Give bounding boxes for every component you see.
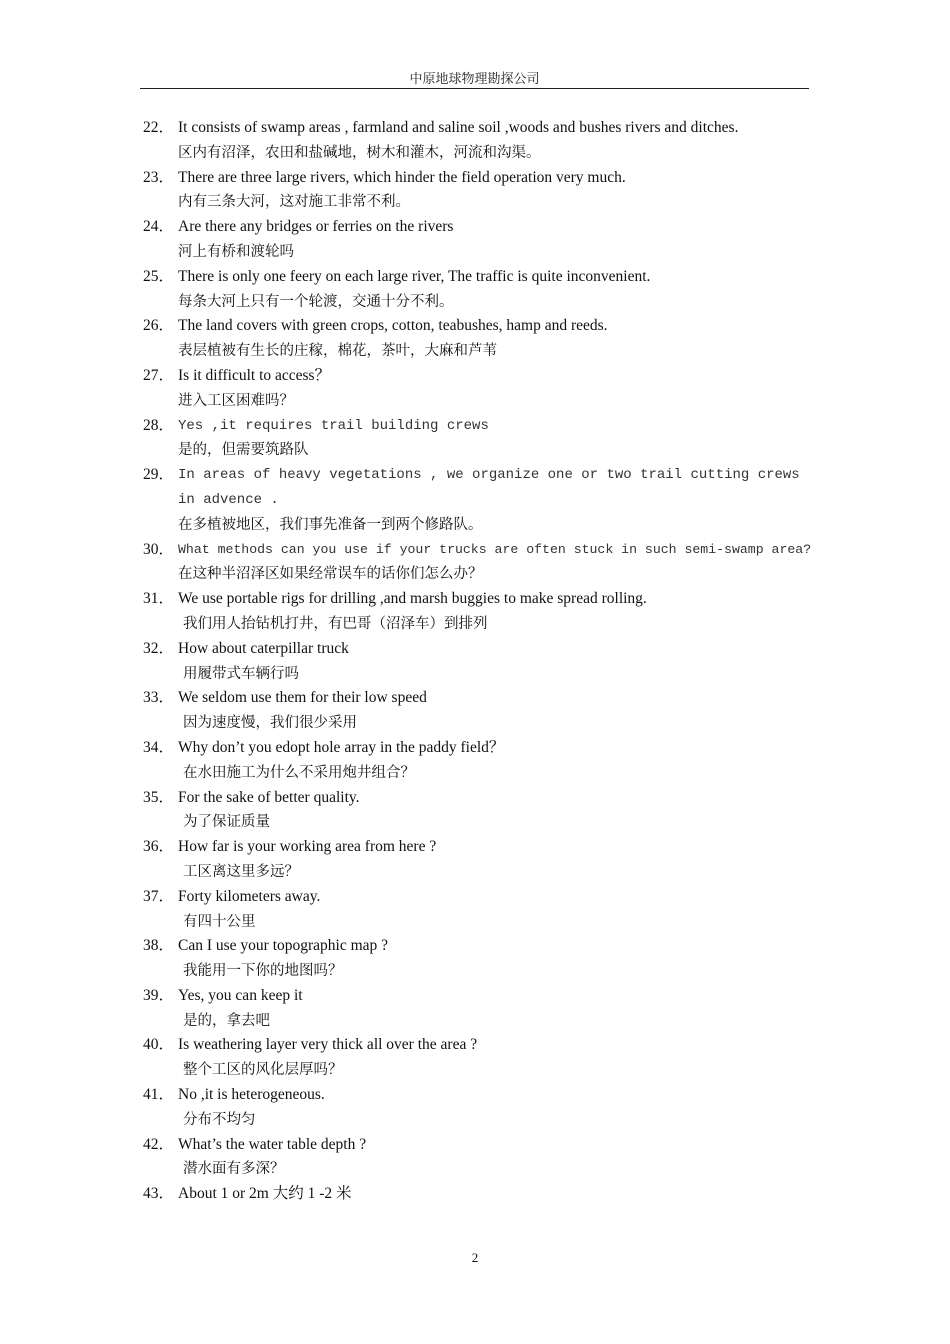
chinese-text: 是的，但需要筑路队 (178, 442, 309, 459)
list-item (143, 314, 811, 364)
english-text: We use portable rigs for drilling ,and marsh buggies to make spread rolling. (178, 590, 647, 608)
phrase-list (143, 116, 811, 1207)
item-number: 43． (143, 1185, 175, 1203)
item-number: 24． (143, 218, 175, 236)
item-number: 42． (143, 1135, 175, 1153)
english-text: No ,it is heterogeneous. (178, 1086, 325, 1104)
item-number: 34． (143, 738, 175, 756)
list-item (143, 786, 811, 836)
list-item (143, 414, 811, 464)
english-text: Can I use your topographic map ? (178, 937, 389, 955)
chinese-text: 工区离这里多远？ (183, 863, 299, 880)
chinese-text: 我们用人抬钻机打井，有巴哥（沼泽车）到排列 (183, 615, 488, 632)
list-item (143, 637, 811, 687)
list-item (143, 538, 811, 588)
item-number: 41． (143, 1086, 175, 1104)
item-number: 26． (143, 317, 175, 335)
list-item (143, 1083, 811, 1133)
chinese-text: 整个工区的风化层厚吗？ (183, 1062, 343, 1079)
chinese-text: 河上有桥和渡轮吗 (178, 243, 294, 260)
chinese-text: 每条大河上只有一个轮渡，交通十分不利。 (178, 293, 454, 310)
list-item (143, 587, 811, 637)
english-text: There are three large rivers, which hinder the field operation very much. (178, 168, 626, 186)
english-text: Why don’t you edopt hole array in the paddy field？ (178, 738, 505, 756)
list-item (143, 116, 811, 166)
chinese-text: 在这种半沼泽区如果经常误车的话你们怎么办？ (178, 566, 483, 583)
list-item (143, 1182, 811, 1207)
english-text: What methods can you use if your trucks are often stuck in such semi-swamp area? (178, 541, 812, 557)
english-text: The land covers with green crops, cotton, teabushes, hamp and reeds. (178, 317, 608, 335)
english-text: How about caterpillar truck (178, 639, 349, 657)
chinese-text: 区内有沼泽，农田和盐碱地，树木和灌木，河流和沟渠。 (178, 144, 541, 161)
item-number: 35． (143, 788, 175, 806)
chinese-text: 用履带式车辆行吗 (183, 665, 299, 682)
header-title: 中原地球物理勘探公司 (409, 71, 540, 86)
chinese-text: 内有三条大河，这对施工非常不利。 (178, 194, 410, 211)
english-text: Is weathering layer very thick all over the area ? (178, 1036, 478, 1054)
item-number: 33． (143, 689, 175, 707)
english-text: How far is your working area from here ? (178, 838, 437, 856)
item-number: 31． (143, 590, 175, 608)
chinese-text: 为了保证质量 (183, 814, 270, 831)
item-number: 28． (143, 416, 175, 434)
list-item (143, 984, 811, 1034)
item-number: 37． (143, 887, 175, 905)
list-item (143, 736, 811, 786)
item-number: 30． (143, 540, 175, 558)
list-item (143, 885, 811, 935)
item-number: 22． (143, 119, 175, 136)
english-text: Yes, you can keep it (178, 986, 303, 1004)
english-text: Is it difficult to access？ (178, 366, 331, 384)
english-text: There is only one feery on each large river, The traffic is quite inconvenient. (178, 267, 651, 285)
list-item (143, 835, 811, 885)
item-number: 27． (143, 366, 175, 384)
chinese-text: 有四十公里 (183, 913, 256, 930)
english-text: We seldom use them for their low speed (178, 689, 427, 707)
list-item (143, 1033, 811, 1083)
chinese-text: 我能用一下你的地图吗？ (183, 963, 343, 980)
chinese-text: 进入工区困难吗？ (178, 392, 294, 409)
english-text: For the sake of better quality. (178, 788, 360, 806)
list-item (143, 1133, 811, 1183)
item-number: 36． (143, 838, 175, 856)
item-number: 32． (143, 639, 175, 657)
item-number: 38． (143, 937, 175, 955)
english-text: Are there any bridges or ferries on the rivers (178, 218, 454, 236)
list-item (143, 215, 811, 265)
chinese-text: 因为速度慢，我们很少采用 (183, 715, 357, 732)
item-number: 39． (143, 986, 175, 1004)
list-item (143, 364, 811, 414)
chinese-text: 在水田施工为什么不采用炮井组合？ (183, 764, 415, 781)
chinese-text: 表层植被有生长的庄稼，棉花，茶叶，大麻和芦苇 (178, 343, 497, 360)
chinese-text: 在多植被地区，我们事先准备一到两个修路队。 (178, 516, 483, 533)
chinese-text: 是的，拿去吧 (183, 1012, 270, 1029)
english-text: Forty kilometers away. (178, 887, 321, 905)
english-text: In areas of heavy vegetations , we organize one or two trail cutting crews in advence . (178, 467, 800, 508)
list-item (143, 166, 811, 216)
list-item (143, 686, 811, 736)
english-text: About 1 or 2m 大约 1 -2 米 (178, 1185, 352, 1203)
english-text: It consists of swamp areas , farmland and saline soil ,woods and bushes rivers and ditches. (178, 119, 739, 136)
chinese-text: 潜水面有多深？ (183, 1161, 285, 1178)
page-header (140, 68, 809, 89)
english-text: What’s the water table depth ? (178, 1135, 367, 1153)
english-text: Yes ,it requires trail building crews (178, 417, 489, 434)
chinese-text: 分布不均匀 (183, 1111, 256, 1128)
list-item (143, 463, 811, 537)
item-number: 40． (143, 1036, 175, 1054)
item-number: 29． (143, 466, 175, 484)
list-item (143, 265, 811, 315)
page-number: 2 (471, 1250, 479, 1265)
item-number: 23． (143, 168, 175, 186)
list-item (143, 934, 811, 984)
item-number: 25． (143, 267, 175, 285)
